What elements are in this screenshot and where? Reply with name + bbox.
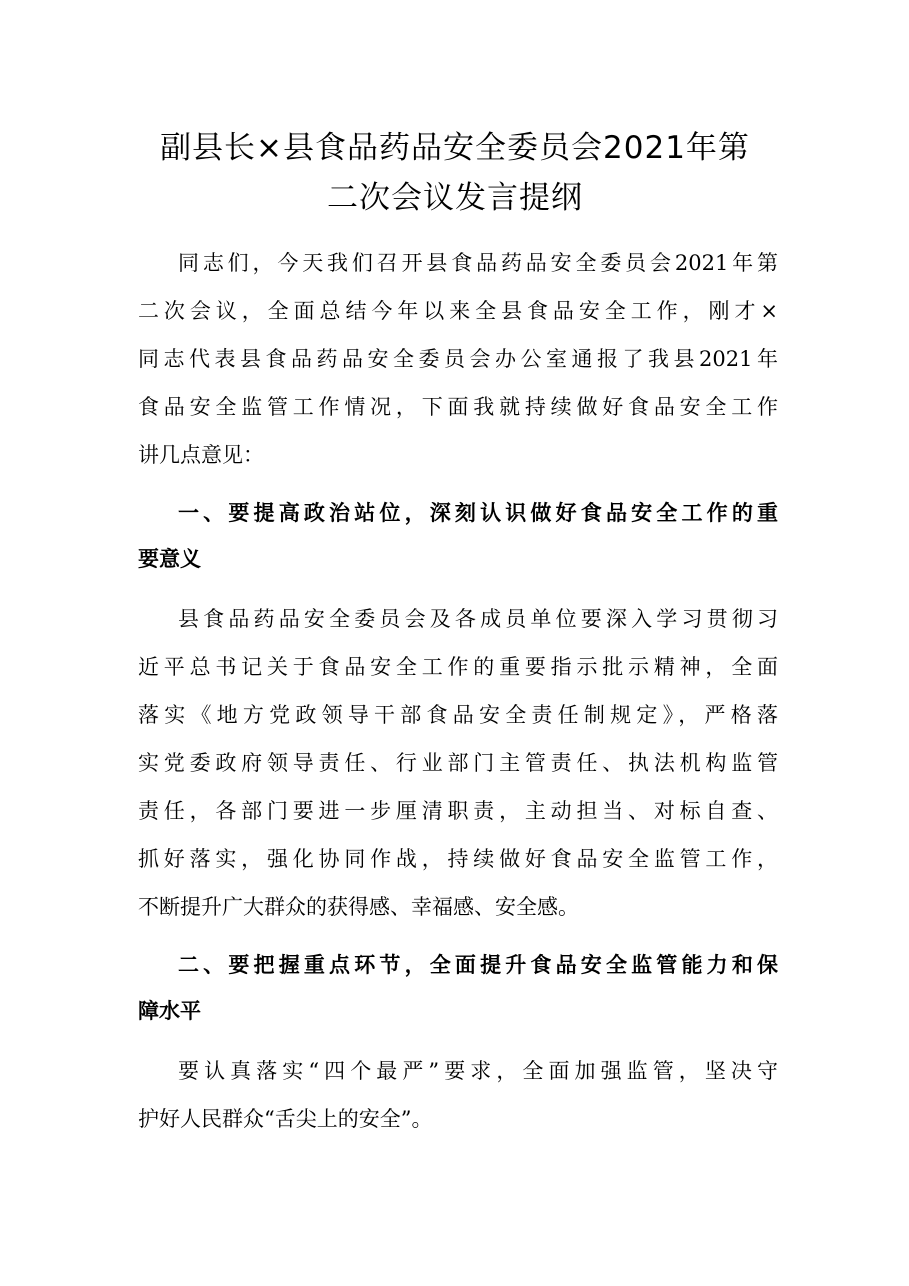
section-1-body-line: 县食品药品安全委员会及各成员单位要深入学习贯彻习 [178,607,778,631]
section-1-heading-line: 要意义 [138,547,201,571]
section-1-body-line: 实党委政府领导责任、行业部门主管责任、执法机构监管 [138,751,778,775]
section-2-heading-line: 障水平 [138,999,201,1023]
document-title-line-1: 副县长×县食品药品安全委员会2021年第 [160,130,750,166]
section-2-body-line: 护好人民群众“舌尖上的安全”。 [138,1107,433,1131]
section-2-heading-line: 二、要把握重点环节，全面提升食品安全监管能力和保 [178,953,778,977]
intro-paragraph-line: 二次会议，全面总结今年以来全县食品安全工作，刚才× [138,299,778,323]
section-1-body-line: 责任，各部门要进一步厘清职责，主动担当、对标自查、 [138,799,778,823]
intro-paragraph-line: 讲几点意见： [138,443,264,467]
section-2-body-line: 要认真落实“四个最严”要求，全面加强监管，坚决守 [178,1059,778,1083]
section-1-body-line: 不断提升广大群众的获得感、幸福感、安全感。 [138,895,579,919]
section-1-heading-line: 一、要提高政治站位，深刻认识做好食品安全工作的重 [178,501,778,525]
section-1-body-line: 落实《地方党政领导干部食品安全责任制规定》，严格落 [138,703,778,727]
intro-paragraph-line: 同志代表县食品药品安全委员会办公室通报了我县2021年 [138,347,778,371]
section-1-body-line: 近平总书记关于食品安全工作的重要指示批示精神，全面 [138,655,778,679]
intro-paragraph-line: 食品安全监管工作情况，下面我就持续做好食品安全工作 [138,395,778,419]
document-title-line-2: 二次会议发言提纲 [327,180,583,216]
section-1-body-line: 抓好落实，强化协同作战，持续做好食品安全监管工作， [138,847,778,871]
intro-paragraph-line: 同志们，今天我们召开县食品药品安全委员会2021年第 [178,251,778,275]
